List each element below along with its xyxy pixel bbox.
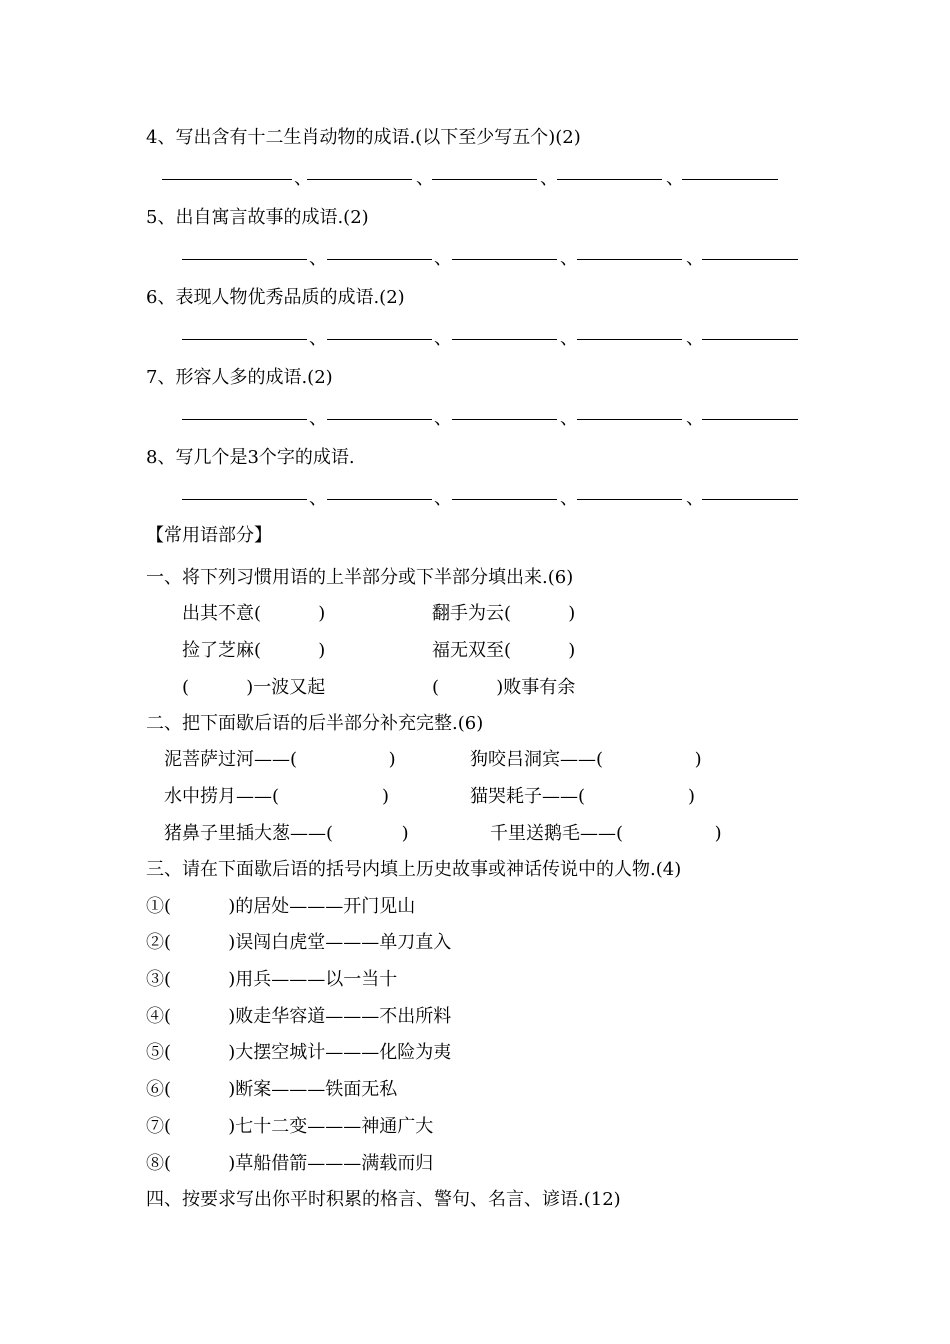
separator: 、 — [686, 328, 704, 349]
answer-blank[interactable] — [432, 179, 537, 180]
question-5: 5、出自寓言故事的成语.(2) — [146, 207, 369, 228]
answer-blank[interactable] — [452, 419, 557, 420]
separator: 、 — [309, 248, 327, 269]
question-7: 7、形容人多的成语.(2) — [146, 367, 333, 388]
fill-item[interactable]: 捡了芝麻( ) — [182, 640, 326, 661]
answer-blank[interactable] — [307, 179, 412, 180]
separator: 、 — [434, 328, 452, 349]
answer-blank[interactable] — [327, 499, 432, 500]
separator: 、 — [560, 328, 578, 349]
separator: 、 — [666, 168, 684, 189]
separator: 、 — [416, 168, 434, 189]
fill-item[interactable]: ( )败事有余 — [432, 677, 576, 698]
separator: 、 — [309, 488, 327, 509]
section-title: 【常用语部分】 — [146, 525, 272, 546]
answer-blank[interactable] — [182, 259, 307, 260]
section-3-title: 三、请在下面歇后语的括号内填上历史故事或神话传说中的人物.(4) — [146, 859, 682, 880]
fill-item[interactable]: ④( )败走华容道———不出所料 — [146, 1006, 452, 1027]
answer-blank[interactable] — [577, 339, 682, 340]
answer-blank[interactable] — [182, 419, 307, 420]
separator: 、 — [686, 408, 704, 429]
answer-blank[interactable] — [557, 179, 662, 180]
fill-item[interactable]: 狗咬吕洞宾——( ) — [470, 749, 702, 770]
question-4: 4、写出含有十二生肖动物的成语.(以下至少写五个)(2) — [146, 127, 581, 148]
answer-blank[interactable] — [327, 259, 432, 260]
answer-blank[interactable] — [327, 419, 432, 420]
answer-blank[interactable] — [327, 339, 432, 340]
answer-blank[interactable] — [452, 259, 557, 260]
fill-item[interactable]: ①( )的居处———开门见山 — [146, 896, 416, 917]
section-1-title: 一、将下列习惯用语的上半部分或下半部分填出来.(6) — [146, 567, 574, 588]
fill-item[interactable]: ( )一波又起 — [182, 677, 326, 698]
separator: 、 — [686, 488, 704, 509]
fill-item[interactable]: ③( )用兵———以一当十 — [146, 969, 398, 990]
fill-item[interactable]: 猫哭耗子——( ) — [470, 786, 696, 807]
separator: 、 — [434, 488, 452, 509]
answer-blank[interactable] — [702, 339, 798, 340]
separator: 、 — [309, 328, 327, 349]
separator: 、 — [560, 488, 578, 509]
fill-item[interactable]: 翻手为云( ) — [432, 603, 576, 624]
answer-blank[interactable] — [702, 259, 798, 260]
fill-item[interactable]: ⑤( )大摆空城计———化险为夷 — [146, 1042, 452, 1063]
separator: 、 — [560, 408, 578, 429]
section-4-title: 四、按要求写出你平时积累的格言、警句、名言、谚语.(12) — [146, 1189, 621, 1210]
answer-blank[interactable] — [452, 339, 557, 340]
fill-item[interactable]: ⑥( )断案———铁面无私 — [146, 1079, 398, 1100]
separator: 、 — [560, 248, 578, 269]
answer-blank[interactable] — [702, 419, 798, 420]
separator: 、 — [434, 248, 452, 269]
fill-item[interactable]: 福无双至( ) — [432, 640, 576, 661]
separator: 、 — [309, 408, 327, 429]
fill-item[interactable]: 水中捞月——( ) — [164, 786, 390, 807]
separator: 、 — [434, 408, 452, 429]
fill-item[interactable]: ②( )误闯白虎堂———单刀直入 — [146, 932, 452, 953]
separator: 、 — [294, 168, 312, 189]
answer-blank[interactable] — [452, 499, 557, 500]
question-6: 6、表现人物优秀品质的成语.(2) — [146, 287, 405, 308]
separator: 、 — [540, 168, 558, 189]
answer-blank[interactable] — [577, 419, 682, 420]
section-2-title: 二、把下面歇后语的后半部分补充完整.(6) — [146, 713, 484, 734]
fill-item[interactable]: 猪鼻子里插大葱——( ) — [164, 823, 409, 844]
answer-blank[interactable] — [162, 179, 292, 180]
fill-item[interactable]: ⑧( )草船借箭———满载而归 — [146, 1153, 434, 1174]
fill-item[interactable]: 千里送鹅毛——( ) — [490, 823, 722, 844]
answer-blank[interactable] — [577, 259, 682, 260]
answer-blank[interactable] — [702, 499, 798, 500]
fill-item[interactable]: ⑦( )七十二变———神通广大 — [146, 1116, 434, 1137]
question-8: 8、写几个是3个字的成语. — [146, 447, 355, 468]
answer-blank[interactable] — [182, 499, 307, 500]
separator: 、 — [686, 248, 704, 269]
answer-blank[interactable] — [682, 179, 778, 180]
answer-blank[interactable] — [577, 499, 682, 500]
fill-item[interactable]: 泥菩萨过河——( ) — [164, 749, 396, 770]
answer-blank[interactable] — [182, 339, 307, 340]
fill-item[interactable]: 出其不意( ) — [182, 603, 326, 624]
